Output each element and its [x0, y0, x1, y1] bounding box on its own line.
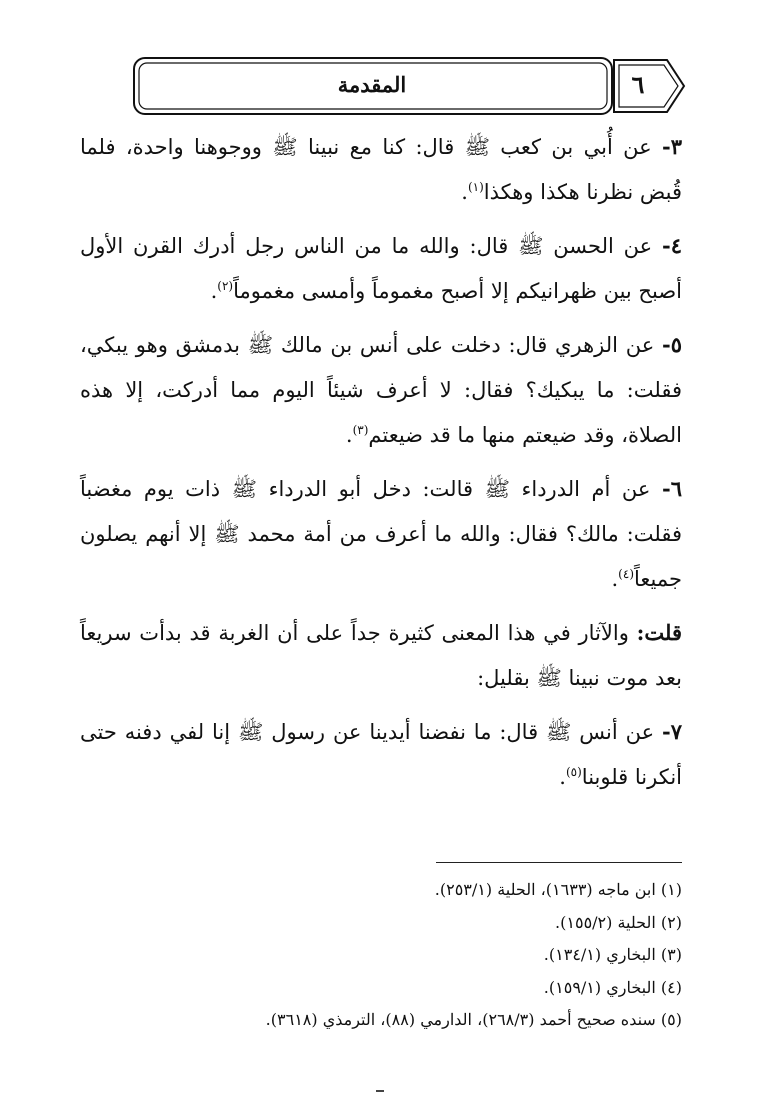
footnote-4: (٤) البخاري (١٥٩/١).	[543, 977, 682, 997]
narration-text: عن أم الدرداء ﷺ قالت: دخل أبو الدرداء ﷺ ذات يوم مغضباً فقلت: مالك؟ فقال: والله ما أعرف من أمة محمد ﷺ إلا أنهم يصلون جميعاً	[80, 477, 682, 591]
page-header	[132, 56, 688, 120]
narration-number: ٦-	[662, 476, 682, 501]
narration-text: عن أنس ﷺ قال: ما نفضنا أيدينا عن رسول ﷺ إنا لفي دفنه حتى أنكرنا قلوبنا	[80, 720, 682, 789]
paragraph-narration-5	[80, 322, 682, 458]
footnote-divider	[436, 862, 682, 863]
paragraph-narration-7	[80, 709, 682, 800]
main-text	[80, 124, 682, 800]
narration-number: ٣-	[662, 134, 682, 159]
footnote-3: (٣) البخاري (١٣٤/١).	[543, 945, 682, 964]
footnote-ref: (٣)	[352, 423, 369, 437]
footnote-2: (٢) الحلية (١٥٥/٢).	[555, 912, 682, 932]
footnote-ref: (٤)	[618, 567, 634, 581]
footnote-ref: (٥)	[565, 765, 582, 779]
sentence-end: .	[461, 180, 468, 204]
chapter-title: المقدمة	[337, 72, 407, 97]
page-bottom-mark	[376, 1090, 384, 1092]
footnote-ref: (٢)	[217, 279, 234, 293]
narration-number: ٧-	[662, 719, 682, 744]
sentence-end: .	[559, 765, 566, 789]
footnote-ref: (١)	[467, 180, 484, 194]
comment-text: والآثار في هذا المعنى كثيرة جداً على أن الغربة قد بدأت سريعاً بعد موت نبينا ﷺ بقليل:	[80, 621, 682, 690]
sentence-end: .	[611, 567, 619, 591]
paragraph-comment	[80, 610, 682, 701]
footnote-1: (١) ابن ماجه (١٦٣٣)، الحلية (٢٥٣/١).	[434, 880, 682, 899]
paragraph-narration-3	[80, 124, 682, 215]
footnote-5: (٥) سنده صحيح أحمد (٢٦٨/٣)، الدارمي (٨٨)، الترمذي (٣٦١٨).	[265, 1010, 682, 1029]
narration-text: عن أُبي بن كعب ﷺ قال: كنا مع نبينا ﷺ ووجوهنا واحدة، فلما قُبض نظرنا هكذا وهكذا	[80, 135, 682, 204]
comment-lead: قلت:	[636, 620, 682, 645]
paragraph-narration-4	[80, 223, 682, 314]
paragraph-narration-6	[80, 466, 682, 602]
narration-number: ٥-	[662, 332, 682, 357]
narration-text: عن الزهري قال: دخلت على أنس بن مالك ﷺ بدمشق وهو يبكي، فقلت: ما يبكيك؟ فقال: لا أعرف شيئاً اليوم مما أدركت، إلا هذه الصلاة، وقد ضيعتم منها ما قد ضيعتم	[80, 333, 682, 447]
sentence-end: .	[210, 279, 218, 303]
narration-text: عن الحسن ﷺ قال: والله ما من الناس رجل أدرك القرن الأول أصبح بين ظهرانيكم إلا أصبح مغموماً وأمسى مغموماً	[80, 234, 682, 303]
footnotes	[80, 874, 682, 1037]
sentence-end: .	[345, 423, 353, 447]
narration-number: ٤-	[662, 233, 682, 258]
page-number: ٦	[631, 70, 645, 99]
